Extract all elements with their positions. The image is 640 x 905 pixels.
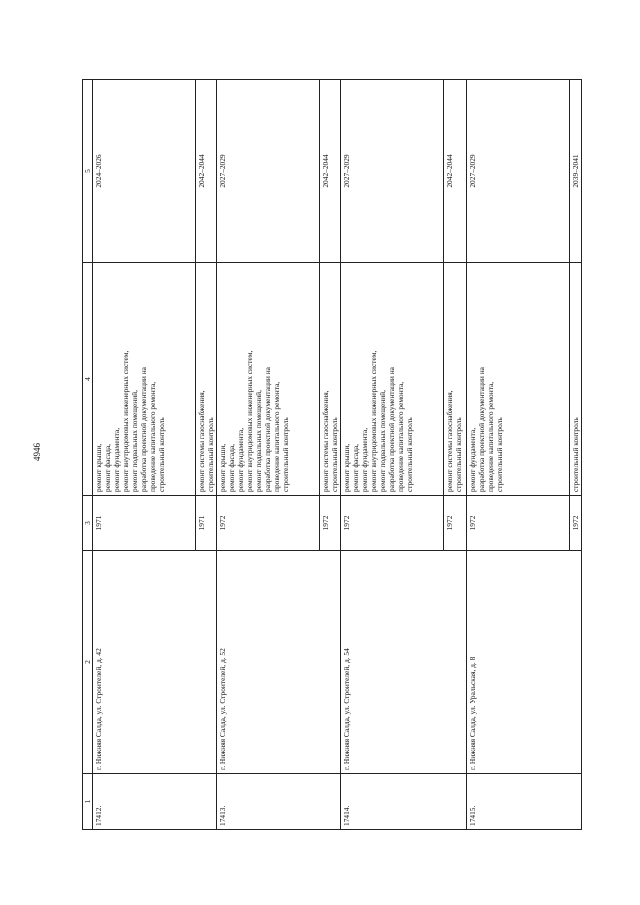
entry-works [320,263,341,496]
work-item: строительный контроль [157,417,167,492]
table-header-row [83,80,93,830]
work-item: строительный контроль [405,417,415,492]
entry-works [196,263,217,496]
entry-period: 2039–2041 [570,80,582,263]
header-col-3: 3 [83,496,93,551]
entry-year: 1972 [341,496,444,551]
entry-works [217,263,320,496]
entry-address: г. Нижняя Салда, ул. Строителей, д. 52 [217,551,341,774]
work-item: ремонт системы газоснабжения, [321,390,331,492]
work-item: ремонт внутридомовых инженерных систем, [245,350,255,492]
work-item: ремонт крыши, [218,443,228,492]
work-item: строительный контроль [330,417,340,492]
entry-year: 1971 [196,496,217,551]
work-item: ремонт фасада, [351,444,361,492]
table-row [467,80,570,830]
work-item: ремонт подвальных помещений, [130,390,140,492]
header-col-5: 5 [83,80,93,263]
header-col-1: 1 [83,774,93,830]
entry-works [341,263,444,496]
work-item: строительный контроль [495,417,505,492]
entry-works [467,263,570,496]
work-item: проведение капитального ремонта, [486,381,496,492]
work-item: ремонт крыши, [342,443,352,492]
work-item: разработка проектной документации на [263,367,273,492]
work-item: строительный контроль [206,417,216,492]
work-item: ремонт подвальных помещений, [254,390,264,492]
header-col-2: 2 [83,551,93,774]
work-item: ремонт крыши, [94,443,104,492]
work-item: строительный контроль [571,417,581,492]
work-item: ремонт фундамента, [112,427,122,492]
work-item: ремонт фасада, [103,444,113,492]
work-item: ремонт внутридомовых инженерных систем, [121,350,131,492]
entry-number: 17413. [217,774,341,830]
entry-year: 1972 [570,496,582,551]
work-item: строительный контроль [281,417,291,492]
entry-period: 2042–2044 [444,80,467,263]
work-item: проведение капитального ремонта, [272,381,282,492]
page-number: 4946 [32,443,42,461]
repair-schedule-table [82,79,582,830]
entry-address: г. Нижняя Салда, ул. Уральская, д. 8 [467,551,582,774]
entry-address: г. Нижняя Салда, ул. Строителей, д. 54 [341,551,467,774]
entry-works [570,263,582,496]
work-item: ремонт фундамента, [468,427,478,492]
work-item: разработка проектной документации на [387,367,397,492]
entry-year: 1971 [93,496,196,551]
entry-number: 17414. [341,774,467,830]
work-item: строительный контроль [454,417,464,492]
entry-year: 1972 [320,496,341,551]
entry-period: 2027–2029 [341,80,444,263]
work-item: разработка проектной документации на [477,367,487,492]
entry-address: г. Нижняя Салда, ул. Строителей, д. 42 [93,551,217,774]
entry-number: 17412. [93,774,217,830]
work-item: ремонт фундамента, [360,427,370,492]
entry-year: 1972 [467,496,570,551]
entry-period: 2024–2026 [93,80,196,263]
entry-number: 17415. [467,774,582,830]
entry-year: 1972 [444,496,467,551]
rotated-table-container [82,80,581,830]
entry-period: 2042–2044 [320,80,341,263]
work-item: ремонт фундамента, [236,427,246,492]
table-row [341,80,444,830]
work-item: ремонт фасада, [227,444,237,492]
work-item: ремонт внутридомовых инженерных систем, [369,350,379,492]
entry-year: 1972 [217,496,320,551]
work-item: ремонт системы газоснабжения, [445,390,455,492]
work-item: проведение капитального ремонта, [148,381,158,492]
entry-works [93,263,196,496]
work-item: разработка проектной документации на [139,367,149,492]
work-item: ремонт подвальных помещений, [378,390,388,492]
entry-period: 2042–2044 [196,80,217,263]
table-row [93,80,196,830]
header-col-4: 4 [83,263,93,496]
work-item: проведение капитального ремонта, [396,381,406,492]
table-row [217,80,320,830]
entry-works [444,263,467,496]
work-item: ремонт системы газоснабжения, [197,390,207,492]
entry-period: 2027–2029 [217,80,320,263]
entry-period: 2027–2029 [467,80,570,263]
